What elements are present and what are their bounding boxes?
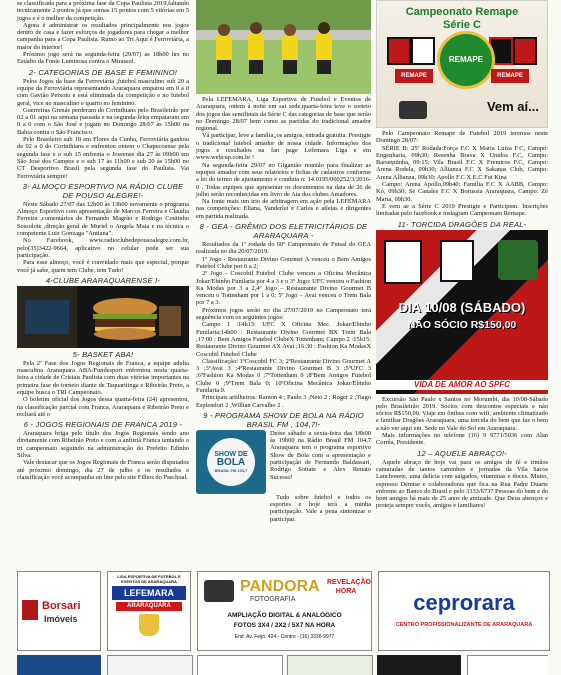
paragraph: 2º Jogo - Coscobil Futebol Clube venceu a Oficina Mecânica Jokar/Ebinho Funilaria por 4 a 3 e o 3º Jogo: UFC venceu o Fashion Ka Modas por 3 a 2,4º Jogo – Restaurante Divino Gourmet B venceu o Tottenham por 1 a 0; 5º Jogo – Avai venceu o Trem Bala por 7 a 3. [196, 270, 371, 307]
paragraph: O boletim oficial dos Jogos dessa quarta-feira (24) apresentou, na classificação parcial com Franca, Araraquara e Ribeirão Preto e recliará até o [17, 396, 189, 418]
ad-thumb [197, 655, 283, 675]
paragraph: Vá participar, leve a família,,os amigos, entrada gratuita. Prestigie o tradicional futebol amador de nossa cidade. Informações dos jogos e resultados na fan page Lefemara Liga e em www.webcup.com.br ! [196, 132, 371, 162]
borsari-ad[interactable] [17, 571, 101, 651]
paragraph: Guerreiras Grenás perderam do Corinthians pelo Brasileirão por 02 a 01 aqui na semana passada e na segunda-feira empataram em 0 a 0 com o São José e jogam no Domingo 28/07 às 15h00 na Bahia contra o São Francisco. [17, 106, 189, 136]
paragraph: Excursão São Paulo x Santos no Morumbi, dia 10/08-Sábado pelo Brasileirão 2019. Sócios com descontos especiais e não sócios R$150,00. Viaje em ônibus com wifi, ambiente climatizado e familiar Dragões Araraquara, uma torcida do bem que faz o bem a não ver aqui em. Sede no Vale do Sol em Araraquara. [376, 395, 548, 432]
team-logo: REMAPE [395, 69, 433, 83]
paragraph: Principais artilheiros: Ramon 4 ; Paulo 3 ;Neto 2 ; Roger 2 ;Tiago Esplendori 2 ,Willian Carvalho 2 . [196, 394, 371, 409]
paragraph: Desse sábado a sexta-feira das 18h00 às 19h00 na Rádio Brasil FM 104,7 Araraquara tem o programa esportivo Show de Bola com a apresentação e participação de Fernando Baldassari, Rodrigo Sottate e Alex Renato Sucesso! [270, 429, 371, 481]
paragraph: Mais informações no telefone (16) 9 9771/5036 com Alan Corrêa, Presidente. [376, 432, 548, 447]
paragraph: Pelos Jogos da base da Ferroviária ,futebol masculino sub 20 a equipe da Ferroviária representando Araraquara empatou em 0 a 0 com Gavião Peixoto e está eliminada da competição e no futebol geral, vice no masculino e quarto no feminino. [17, 77, 189, 107]
ceprorara-ad[interactable] [378, 571, 550, 651]
section-heading: 4-CLUBE ARARAQUARENSE I- [45, 275, 161, 285]
lefemara-ad[interactable] [107, 571, 191, 651]
paragraph: Para esse almoço, você é convidado mais que especial, porque você já sabe, quem tem Clube, tem Tudo! [17, 259, 189, 274]
santos-crest-icon [440, 240, 474, 282]
paragraph: Tudo sobre futebol e todos os esportes e hoje terá a minha participação. Vale a pena sintonizar e participar. [270, 493, 371, 523]
team-crest-icon [399, 101, 427, 119]
column-middle [196, 0, 371, 523]
burger-photo [17, 286, 189, 348]
section-heading: 12 – AQUELE ABRAÇO!- [417, 448, 507, 458]
ceprorara-logo: ceprorara [413, 590, 515, 615]
paragraph: Próximo jogo será na segunda-feira (29/07) as 18h00 hrs no Estádio da Fonte Luminosa contra o Mirassol. [17, 51, 189, 66]
event-price: NÃO SÓCIO R$150,00 [407, 318, 517, 331]
ad-strip-bottom [17, 655, 548, 675]
paragraph: Campo: Arena Apollo,09h40; Família F.C X AABB, Campo: Kó, 09h30; Se Canales F.C X Borussia Araraquara, Campo: Zé Maria, 09h30. [376, 181, 548, 203]
section-heading: 5- BASKET ABA! [72, 349, 134, 359]
remape-title: Campeonato Remape [405, 6, 519, 18]
ad-thumb [377, 655, 461, 675]
paragraph: Classificação: 1ºCoscobil FC 3; 2ºRestaurante Divino Gourmet A 3 ;3ºAvai 3 ;4ºRestaurante Divino Gourmet B 3 ;5ºUFC 3 ;6ºFashion Ka Modas 0 ;7ºTottenham 0 ;8ºBem Amigos Futebol Clube 0 ;9ºTrem Bala 0; 10ºOficina Mecânica Jokar/Ebinho Funilaria 0. [196, 357, 371, 394]
column-left [17, 0, 189, 481]
ad-thumb [107, 655, 193, 675]
ad-thumb [287, 655, 373, 675]
paragraph: SÉRIE B: 25ª Rodada:Força F.C X Maria Luiza F.C, Campo: Engenharia, 09h30; Resenha Brava X Unidos F.C, Campo: Barsequinha, 09:15; Vila Brasil F.C X Fremiros F.C, Campo: Arena Rodela, 09h30; Allianza F.C X Sakanas Club, Campo: Arena Allianza, 09h30; Apollo F.C X E.C Fut Kina [376, 144, 548, 181]
borsari-logo-icon [22, 600, 38, 620]
paragraph: se classificada para a próxima fase da Copa Paulista 2019,faltando tecnicamente 2 pontos já que somas 15 pontos com 5 vitórias em 5 jogos e é o melhor da competição. [17, 0, 189, 22]
paragraph: 1º Jogo - Restaurante Divino Gourmet A venceu o Bem Amigos Futebol Clube por 6 a 2; [196, 255, 371, 270]
logo-text: SHOW DE [214, 450, 248, 458]
paragraph: No Facebook, www.radioclubedepousoalegre.com.br, pelo(35)3422-9664, aplicativo no celular pode ser sua participação. [17, 237, 189, 259]
paragraph: Pelo Campeonato Remape de Futebol 2019 teremos neste Domingo 28/07: [376, 130, 548, 145]
paragraph: Araraquara briga pelo título dos Jogos Regionais sendo ano diretamente com Ribeirão Preto e com a anfitriã Franca tentando o tri campeonato seguindo na administração do Prefeito Edinho Silva. [17, 430, 189, 460]
column-right [376, 0, 548, 510]
pandora-addr: End: Av. Feijó, 424 - Centro - (16) 3336-9977 [234, 634, 335, 640]
section-heading: 11- TORCIDA DRAGÕES DA REAL- [397, 219, 527, 229]
ceprorara-sub: CENTRO PROFISSIONALIZANTE DE ARARAQUARA [395, 622, 533, 628]
club-shield-icon [513, 37, 537, 65]
ad-thumb [17, 655, 101, 675]
paragraph: E vem ae a Série C 2019 Prestigie e Participem. Inscrições limitadas pelo facebook e instagram Campeonato Remape. [376, 202, 548, 218]
show-de-bola-logo [196, 430, 266, 494]
show-de-bola-block [196, 430, 371, 494]
burger-image [17, 286, 189, 348]
section-heading: 9 - PROGRAMA SHOW DE BOLA NA RÁDIO BRASIL FM , 104,7!- [203, 410, 364, 429]
paragraph: Pela LEFEMARA, Liga Esportiva de Futebol e Eventos de Araraquara, ontem à noite em sai sede,quarta-feira teve o sorteio dos jogos das semifinais da Série C das categorias de base que serão no Domingo 28/07 bem como as partidas do tradicional amador regional. [196, 96, 371, 133]
event-footer: VIDA DE AMOR AO SPFC [376, 380, 548, 390]
trophy-icon [139, 614, 159, 636]
paragraph: Resultados da 1ª rodada do 60º Campeonato de Futsal do GEA realizada no dia 20/07/2019. [196, 241, 371, 256]
borsari-name: Borsari [42, 600, 81, 612]
camera-icon [204, 580, 234, 602]
pandora-ad[interactable] [197, 571, 372, 651]
paragraph: Pela 2ª Fase dos Jogos Regionais de Franca, a equipe adulta masculina Araraquara ABA/Fundesport enfrentou nesta quarta-feira a cidade de Cristais Paulista com duas vitórias importantes na primeira fase do torneio diante de Taquaritinga e Ribeirão Preto, a equipe busca o TRI Campeonato. [17, 359, 189, 396]
remape-logo [437, 31, 495, 89]
lefemara-city: ARARAQUARA [116, 602, 182, 611]
event-date: DIA 10/08 (SÁBADO) [398, 299, 526, 315]
section-heading: 8 - GEA - GRÊMIO DOS ELETRICITÁRIOS DE ARARAQUARA - [199, 222, 368, 241]
remape-tagline: Vem aí... [486, 99, 539, 114]
pandora-name: PANDORA [240, 578, 320, 595]
section-heading: 6 - JOGOS REGIONAIS DE FRANCA 2019 - [23, 420, 183, 430]
section-heading: 3- ALMOÇO ESPORTIVO NA RÁDIO CLUBE DE POUSO ALEGRE!- [22, 181, 184, 200]
club-shield-icon [411, 37, 435, 65]
remape-subtitle: Série C [443, 19, 481, 31]
lefemara-logo: LEFEMARA [112, 586, 186, 600]
logo-text: BOLA [216, 456, 246, 468]
remape-logo-text: REMAPE [448, 55, 484, 65]
paragraph: Vale destacar que os Jogos Regionais de Franca serão disputados até próximo domingo, dia 27 de julho e os resultados e classificação você acompanha on line pelo site Filhos do Paschoal. [17, 459, 189, 481]
paragraph: Campo 1 :14h15: UFC X Oficina Mec. Jokar/Ebinho Funilaria;14h00 : Restaurante Divino Gourmet BX Trem Bala ;17:00 : Bem Amigos Futebol ClubeX Tottenham; Campo 2 :15h15: Restaurante Divino Gourmet AX Avai ;16:30 : Fashion Ka ModasX Coscobil Futebol Clube [196, 321, 371, 358]
club-shield-icon [387, 37, 411, 65]
pandora-sub: FOTOGRAFIA [250, 596, 296, 603]
drink-image [498, 240, 538, 280]
referees-photo [196, 0, 371, 94]
pandora-tag: REVELAÇÃO HORA [327, 579, 371, 595]
lefemara-top: LIGA ESPORTIVA DE FUTEBOL E EVENTOS DE ARARAQUARA [117, 574, 181, 584]
borsari-sub: Imóveis [44, 614, 78, 624]
section-heading: 2- CATEGORIAS DE BASE E FEMININO! [28, 67, 178, 77]
spfc-crest-icon [384, 240, 422, 284]
team-logo: REMAPE [491, 69, 529, 83]
ad-thumb [467, 655, 548, 675]
spfc-banner [376, 230, 548, 394]
remape-banner [376, 0, 548, 128]
paragraph: Na segunda-feira 29/07 no Gigantão reunião para finalizar as equipes amador com seus relatórios e fichas de cadastros conforme a lei do termo de ajustamento e conduta n: 14.0195/000252/3/2016-0 . Todas equipes que apresentar os documentos na data de 26 de julho serão reconhecidas em livro de Ata dos clubes Amadores. [196, 161, 371, 198]
referees-image [196, 0, 371, 94]
pandora-line2: FOTOS 3X4 / 2X2 / 5X7 NA HORA [233, 622, 336, 629]
paragraph: Aquele abraço de hoje vai para os amigos de fé e irmãos camaradas de tantos caminhos e jornadas da Vila Sacos Lanchonete, uma delícia com salgados, vitaminas e doces. Muito, espresso Demise e colaboradoras que fica na Rua Padre Duarte enfrente ao Banco do Brasil e pelo 3333/6737 Pessoas do bem e do bom amigos há mais de 25 anos de amizade. Que Deus abençoe e proteja sempre vocês, amigos e familiares! [376, 458, 548, 510]
logo-text: BRASIL FM 104,7 [214, 467, 248, 473]
paragraph: Pelo Brasileiro sub 18 em Flores da Cunha, Ferroviária ganhou de 02 a 0 do Corinthians e enfrentou ontem o Chapecoense pela segunda fase e o sub 15 enfrenta o Joseense dia 27 às 09h00 em São José dos Campos e o sub 17 às 11h00 e sub 20 às 15h00 no CT Desportivo Brasil pela segunda fase do Paulista. Vai Ferroviária sempre! [17, 136, 189, 180]
pandora-line1: AMPLIAÇÃO DIGITAL & ANALÓGICO [227, 612, 342, 619]
paragraph: Na fonte mais um trio de arbitragem em ação pela LEFEMARA nas competições: Eliana, Vanderlei e Carlos e atletas e dirigentes em partida realizada. [196, 198, 371, 220]
paragraph: Agora é administrar os resultados principalmente nos jogos dentro de casa e fazer esforços de jogadores para chegar a melhor campanha para a Copa Paulista. Rumo ao Tri Aquí é Ferroviária, a maior do interior! [17, 21, 189, 51]
paragraph: Neste Sábado 27/07 das 12h00 às 13h00 novamente o programa Almoço Esportivo com apresentação de Marcos Ferreira e Claudia Ferreira ,comentários de Fernando Magrão e Rodrigo Coutinho Sossolote ,direção geral de Muriel o Angela Maia e na técnica o competente Luiz Gonzaga "Antiana". [17, 200, 189, 238]
paragraph: Próximos jogos serão no dia 27/07/2019 no Campeonato terá seguência com os seguintes jogos: [196, 306, 371, 322]
